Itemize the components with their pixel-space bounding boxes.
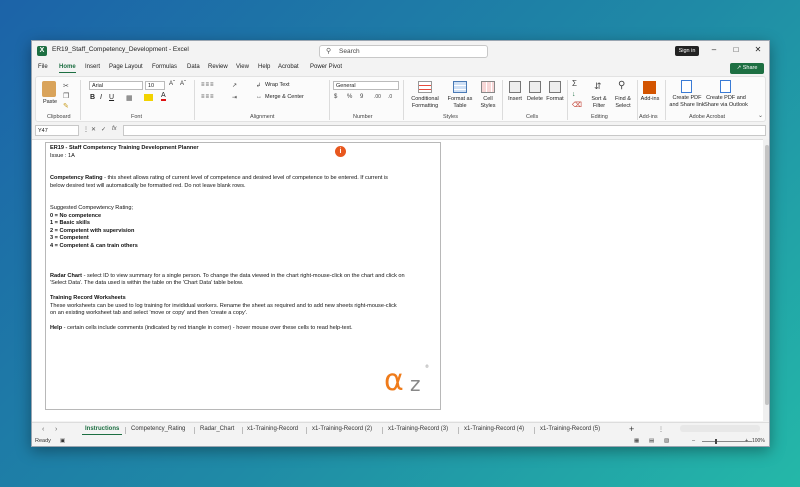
window-title: ER19_Staff_Competency_Development - Excel (52, 46, 189, 53)
add-ins-button[interactable]: Add-ins (640, 96, 660, 102)
logo-registered: ® (425, 364, 429, 369)
formula-bar (32, 125, 769, 137)
paste-button[interactable]: Paste (42, 99, 58, 105)
menu-bar (32, 61, 769, 75)
menu-power-pivot[interactable]: Power Pivot (310, 64, 343, 70)
group-clipboard: Clipboard (47, 114, 71, 120)
increase-font-icon[interactable]: Aˆ (169, 81, 175, 87)
insert-function-icon[interactable]: fx (112, 126, 117, 132)
group-font: Font (131, 114, 143, 120)
create-pdf-outlook-button[interactable]: Create PDF and Share via Outlook (704, 95, 748, 108)
fill-icon[interactable]: ↓ (572, 91, 576, 98)
cell-styles-icon[interactable] (481, 81, 495, 93)
create-pdf-share-button[interactable]: Create PDF and Share link (669, 95, 705, 108)
separator (534, 427, 535, 434)
format-cells-icon[interactable] (549, 81, 561, 93)
format-as-table-icon[interactable] (453, 81, 467, 93)
group-cells: Cells (526, 114, 539, 120)
formula-input[interactable] (123, 125, 766, 136)
menu-formulas[interactable]: Formulas (152, 64, 178, 70)
separator (502, 80, 503, 120)
conditional-formatting-icon[interactable] (418, 81, 432, 93)
tab-radar-chart[interactable]: Radar_Chart (200, 426, 235, 432)
tab-options-icon[interactable]: ⋮ (658, 427, 664, 433)
group-add-ins: Add-ins (639, 114, 658, 120)
format-painter-icon[interactable]: ✎ (63, 103, 69, 110)
zoom-slider-thumb[interactable] (715, 439, 717, 444)
font-name-select[interactable]: Arial (89, 81, 143, 90)
fill-color-icon[interactable] (144, 94, 153, 101)
conditional-formatting-button[interactable]: Conditional Formatting (411, 96, 439, 109)
instructions-issue: Issue : 1A (50, 152, 75, 159)
scroll-thumb[interactable] (765, 145, 769, 405)
create-pdf-outlook-icon[interactable] (720, 80, 731, 93)
menu-data[interactable]: Data (187, 64, 200, 70)
logo-alpha: α (384, 363, 404, 398)
borders-icon[interactable]: ▦ (126, 95, 133, 102)
menu-page-layout[interactable]: Page Layout (109, 64, 143, 70)
search-icon: ⚲ (326, 48, 332, 55)
enter-icon[interactable]: ✓ (101, 127, 107, 133)
indent-icon[interactable]: ⇥ (232, 95, 238, 101)
group-styles: Styles (443, 114, 458, 120)
tab-training-record-5[interactable]: x1-Training-Record (5) (540, 426, 601, 432)
formula-more-icon[interactable]: ⋮ (83, 127, 89, 133)
group-adobe-acrobat: Adobe Acrobat (689, 114, 726, 120)
separator (665, 80, 666, 120)
excel-window (31, 40, 770, 447)
name-box[interactable]: Y47 (35, 125, 79, 136)
separator (567, 80, 568, 120)
rating-0: 0 = No competence (50, 212, 102, 219)
accessibility-icon[interactable]: ▣ (60, 438, 66, 444)
italic-icon[interactable]: I (100, 94, 102, 101)
sort-filter-icon[interactable]: ⇵ (594, 81, 602, 91)
status-bar (32, 437, 769, 447)
excel-app-icon: X (37, 46, 47, 56)
page-layout-view-icon[interactable]: ▤ (649, 438, 655, 444)
vertical-scrollbar[interactable] (763, 139, 770, 421)
share-button[interactable]: ↗ Share (730, 63, 764, 74)
tab-training-record-4[interactable]: x1-Training-Record (4) (464, 426, 525, 432)
normal-view-icon[interactable]: ▦ (634, 438, 640, 444)
add-sheet-button[interactable]: + (629, 424, 635, 434)
search-box[interactable] (319, 45, 488, 58)
cancel-icon[interactable]: ✕ (91, 127, 97, 133)
rating-3: 3 = Competent (50, 235, 89, 241)
autosum-icon[interactable]: Σ (572, 79, 577, 88)
group-alignment: Alignment (250, 114, 275, 120)
competency-heading: Competency Rating (50, 175, 103, 181)
horizontal-scrollbar[interactable] (680, 425, 760, 432)
decrease-font-icon[interactable]: Aˇ (180, 81, 186, 87)
menu-home[interactable]: Home (59, 64, 76, 70)
underline-icon[interactable]: U (109, 94, 115, 101)
delete-cells-icon[interactable] (529, 81, 541, 93)
tab-scroll-right-icon[interactable]: › (55, 426, 58, 433)
tab-training-record-3[interactable]: x1-Training-Record (3) (388, 426, 449, 432)
align-left-icon[interactable]: ≡≡≡ (201, 94, 215, 100)
separator (403, 80, 404, 120)
sign-in-button[interactable]: Sign in (675, 46, 699, 56)
orientation-icon[interactable]: ↗ (232, 83, 238, 89)
suggested-rating-label: Suggested Compewtency Rating; (50, 205, 134, 211)
training-heading: Training Record Worksheets (50, 295, 126, 301)
menu-help[interactable]: Help (258, 64, 271, 70)
format-cells-button[interactable]: Format (546, 96, 564, 102)
zoom-out-icon[interactable]: – (692, 438, 696, 444)
ribbon (35, 76, 766, 122)
tab-instructions[interactable]: Instructions (85, 426, 120, 432)
menu-review[interactable]: Review (208, 64, 228, 70)
find-select-button[interactable]: Find & Select (615, 96, 631, 109)
sort-filter-button[interactable]: Sort & Filter (591, 96, 607, 109)
merge-center-button[interactable]: Merge & Center (265, 94, 304, 100)
decrease-decimal-icon[interactable]: .0 (388, 94, 393, 100)
separator (458, 427, 459, 434)
copy-icon[interactable]: ❐ (63, 93, 70, 100)
maximize-icon[interactable]: □ (733, 45, 739, 54)
group-number: Number (353, 114, 373, 120)
tab-training-record-2[interactable]: x1-Training-Record (2) (312, 426, 373, 432)
help-heading: Help (50, 325, 63, 331)
close-icon[interactable]: ✕ (754, 45, 762, 54)
rating-2: 2 = Competent with supervision (50, 227, 135, 234)
group-editing: Editing (591, 114, 608, 120)
instructions-title: ER19 - Staff Competency Training Development Planner (50, 145, 199, 151)
create-pdf-share-icon[interactable] (681, 80, 692, 93)
align-top-icon[interactable]: ≡≡≡ (201, 82, 215, 88)
menu-file[interactable]: File (38, 64, 48, 70)
separator (125, 427, 126, 434)
paste-icon[interactable] (42, 81, 56, 97)
separator (194, 427, 195, 434)
percent-icon[interactable]: % (347, 94, 353, 100)
radar-heading: Radar Chart (50, 272, 83, 279)
separator (329, 80, 330, 120)
insert-cells-button[interactable]: Insert (508, 96, 522, 102)
font-color-icon[interactable]: A (161, 92, 166, 99)
separator (306, 427, 307, 434)
rating-4: 4 = Competent & can train others (50, 242, 138, 249)
currency-icon[interactable]: $ (334, 94, 338, 100)
radar-text: - select ID to view summary for a single person. To change the data viewed in the chart right-mouse-click on the chart and click on (82, 272, 405, 279)
separator (80, 80, 81, 120)
instructions-textbox[interactable] (45, 142, 441, 410)
logo-z: z (410, 372, 421, 396)
az-logo (384, 363, 429, 398)
delete-cells-button[interactable]: Delete (527, 96, 543, 102)
title-bar (32, 41, 769, 61)
separator (194, 80, 195, 120)
wrap-text-button[interactable]: Wrap Text (265, 82, 290, 88)
cell-styles-button[interactable]: Cell Styles (480, 96, 496, 109)
ribbon-collapse-icon[interactable]: ⌄ (758, 113, 764, 119)
menu-insert[interactable]: Insert (85, 64, 101, 70)
menu-view[interactable]: View (236, 64, 249, 70)
status-ready: Ready (35, 438, 51, 444)
merge-center-icon[interactable]: ↔ (256, 94, 262, 100)
radar-text-cont: 'Select Data'. The data used is within the table on the 'Chart Data' table below. (50, 280, 244, 286)
sheet-tab-bar (32, 422, 769, 437)
tab-competency-rating[interactable]: Competency_Rating (131, 426, 186, 432)
info-icon[interactable]: i (335, 146, 346, 157)
find-select-icon[interactable]: ⚲ (618, 80, 626, 91)
insert-cells-icon[interactable] (509, 81, 521, 93)
wrap-text-icon[interactable]: ↲ (256, 83, 262, 89)
clear-icon[interactable]: ⌫ (572, 102, 582, 109)
font-size-select[interactable]: 10 (145, 81, 165, 90)
separator (382, 427, 383, 434)
number-format-select[interactable]: General (333, 81, 399, 90)
search-placeholder: Search (339, 48, 360, 55)
cut-icon[interactable]: ✂ (63, 83, 69, 90)
training-text-cont: on an existing worksheet tab and select 'move or copy' and then 'create a copy'. (50, 310, 248, 316)
zoom-in-icon[interactable]: + (745, 438, 749, 444)
tab-training-record[interactable]: x1-Training-Record (247, 426, 299, 432)
minimize-icon[interactable]: – (711, 45, 717, 54)
zoom-level[interactable]: 100% (752, 438, 765, 444)
separator (242, 427, 243, 434)
competency-text: - this sheet allows rating of current level of competence and desired level of competence to be entered. If current is (102, 175, 388, 181)
page-break-view-icon[interactable]: ▧ (664, 438, 670, 444)
comma-icon[interactable]: 9 (360, 94, 364, 100)
bold-icon[interactable]: B (90, 94, 96, 101)
format-as-table-button[interactable]: Format as Table (447, 96, 473, 109)
competency-text-cont: below desired text will automatically be formatted red. Do not leave blank rows. (50, 182, 246, 189)
rating-1: 1 = Basic skills (50, 220, 90, 226)
increase-decimal-icon[interactable]: .00 (374, 94, 381, 100)
add-ins-icon[interactable] (643, 81, 656, 94)
tab-scroll-left-icon[interactable]: ‹ (42, 426, 45, 433)
help-text: - certain cells include comments (indicated by red triangle in corner) - hover mouse over these cells to read help-text. (62, 325, 353, 331)
menu-acrobat[interactable]: Acrobat (278, 64, 299, 70)
training-text: These worksheets can be used to log training for invididual workers. Rename the sheet as required and to add new sheets right-mouse-click (50, 302, 397, 309)
